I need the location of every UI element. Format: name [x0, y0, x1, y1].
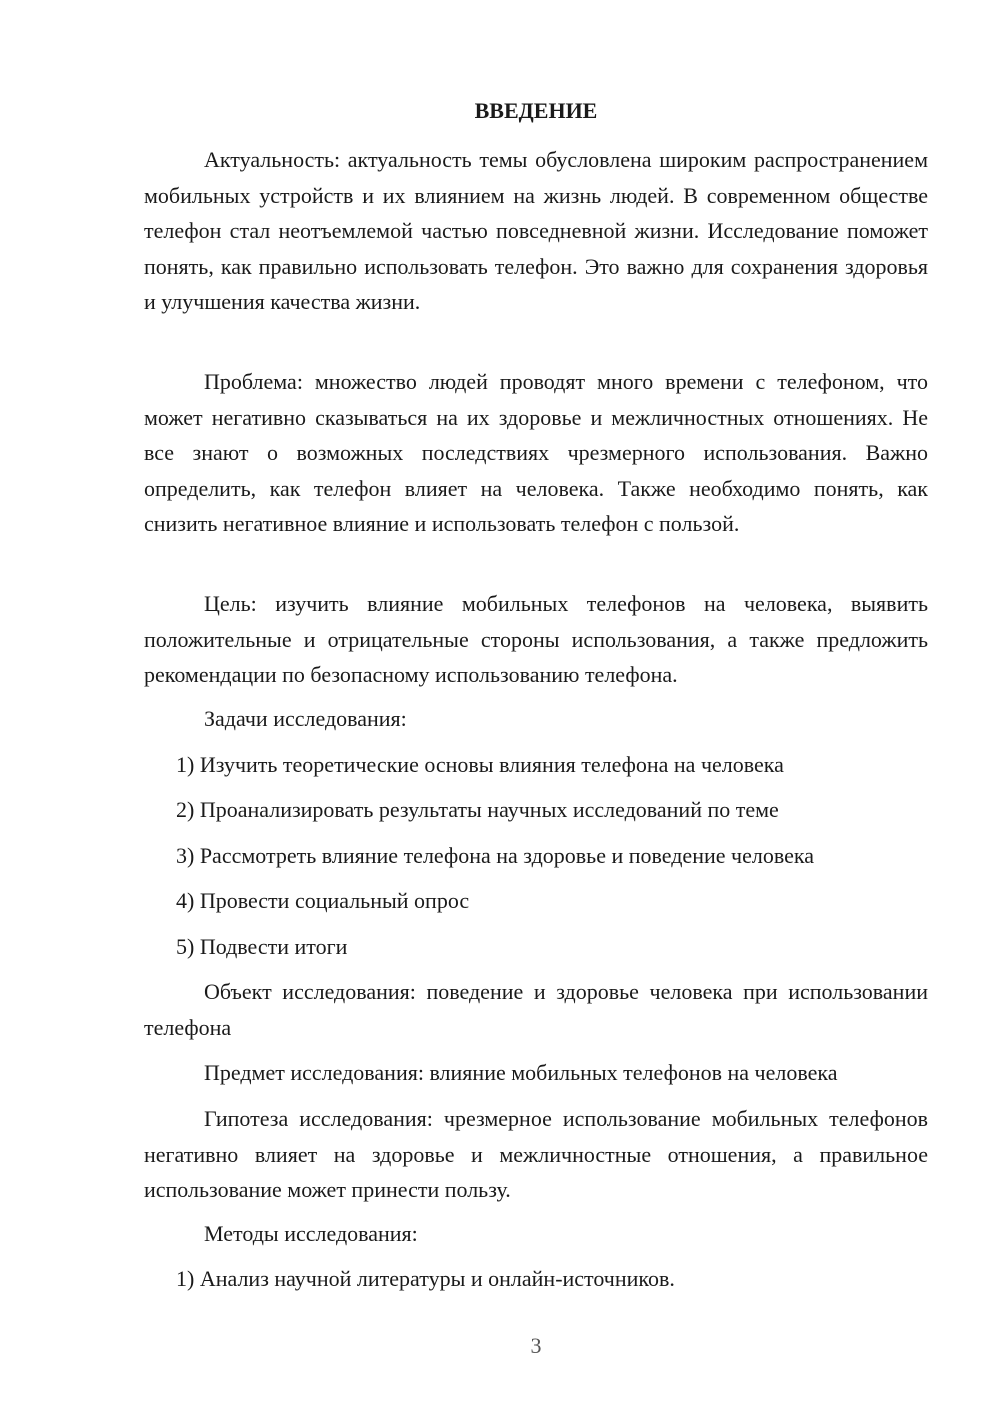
- page-number: 3: [530, 1333, 542, 1358]
- paragraph-subject: Предмет исследования: влияние мобильных телефонов на человека: [204, 1060, 838, 1085]
- list-item: 5) Подвести итоги: [176, 934, 348, 959]
- list-item: 1) Изучить теоретические основы влияния телефона на человека: [176, 752, 784, 777]
- paragraph-object: Объект исследования: поведение и здоровье человека при использовании телефона: [144, 979, 928, 1040]
- page-title: ВВЕДЕНИЕ: [474, 98, 598, 123]
- paragraph-relevance: Актуальность: актуальность темы обусловлена широким распространением мобильных устройств и их влиянием на жизнь людей. В современном обществе телефон стал неотъемлемой частью повседневной жизни. Исследование поможет понять, как правильно использовать телефон. Это важно для сохранения здоровья и улучшения качества жизни.: [144, 147, 928, 314]
- list-item: 1) Анализ научной литературы и онлайн-источников.: [176, 1266, 675, 1291]
- methods-title: Методы исследования:: [204, 1221, 418, 1246]
- list-item: 3) Рассмотреть влияние телефона на здоровье и поведение человека: [176, 843, 814, 868]
- tasks-title: Задачи исследования:: [204, 706, 407, 731]
- list-item: 2) Проанализировать результаты научных исследований по теме: [176, 797, 779, 822]
- paragraph-hypothesis: Гипотеза исследования: чрезмерное использование мобильных телефонов негативно влияет на здоровье и межличностные отношения, а правильное использование может принести пользу.: [144, 1106, 928, 1202]
- list-item: 4) Провести социальный опрос: [176, 888, 470, 913]
- paragraph-problem: Проблема: множество людей проводят много времени с телефоном, что может негативно сказываться на их здоровье и межличностных отношениях. Не все знают о возможных последствиях чрезмерного использования. Важно определить, как телефон влияет на человека. Также необходимо понять, как снизить негативное влияние и использовать телефон с пользой.: [144, 369, 928, 536]
- paragraph-goal: Цель: изучить влияние мобильных телефонов на человека, выявить положительные и отрицательные стороны использования, а также предложить рекомендации по безопасному использованию телефона.: [144, 591, 928, 687]
